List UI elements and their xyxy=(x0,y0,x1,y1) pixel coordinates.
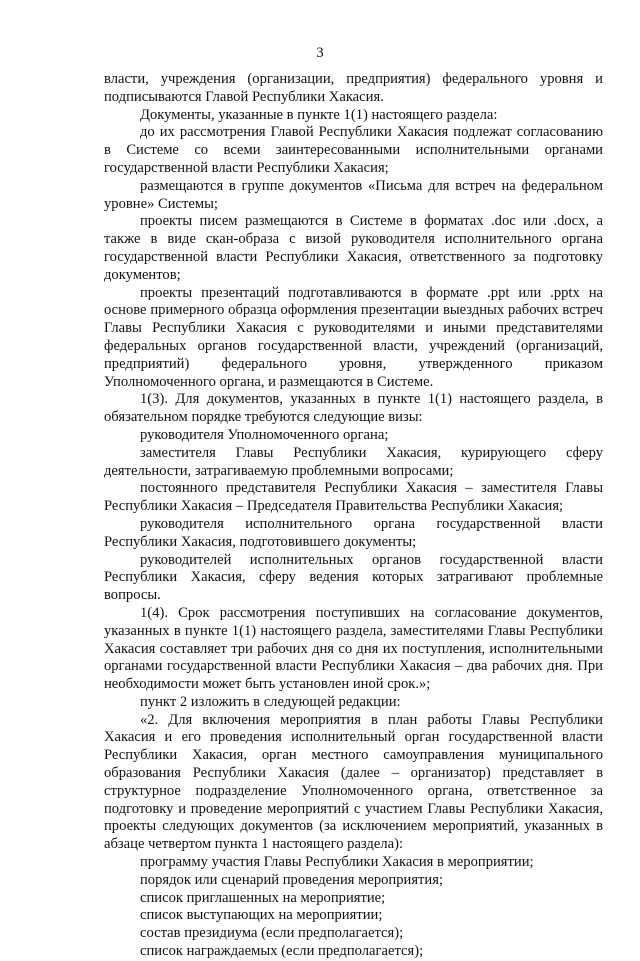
paragraph: программу участия Главы Республики Хакасия в мероприятии; xyxy=(140,854,534,871)
paragraph: проекты писем размещаются в Системе в форматах .doc или .docx, а также в виде скан-образа с визой руководителя исполнительного органа государственной власти Республики Хакасия, ответственного за подготовку документов; xyxy=(104,213,603,283)
paragraph: руководителя исполнительного органа государственной власти Республики Хакасия, подготовившего документы; xyxy=(104,515,603,550)
paragraph: список выступающих на мероприятии; xyxy=(140,907,383,924)
paragraph: власти, учреждения (организации, предприятия) федерального уровня и подписываются Главой Республики Хакасия. xyxy=(104,71,603,105)
page-number: 3 xyxy=(316,45,324,61)
paragraph: список приглашенных на мероприятие; xyxy=(140,889,386,906)
paragraph: пункт 2 изложить в следующей редакции: xyxy=(140,693,401,710)
paragraph: проекты презентаций подготавливаются в формате .ppt или .pptx на основе примерного образца оформления презентации выездных рабочих встреч Главы Республики Хакасия с руководителями и иными представителями федеральных органов государственной власти, учреждений (организаций, предприятий) федерального уровня, утвержденного приказом Уполномоченного органа, и размещаются в Системе. xyxy=(104,284,603,390)
paragraph: состав президиума (если предполагается); xyxy=(140,925,404,942)
paragraph: список награждаемых (если предполагается); xyxy=(140,943,424,960)
paragraph: заместителя Главы Республики Хакасия, курирующего сферу деятельности, затрагиваемую проблемными вопросами; xyxy=(104,444,603,479)
paragraph: Документы, указанные в пункте 1(1) настоящего раздела: xyxy=(140,106,498,123)
document-body xyxy=(104,71,603,961)
paragraph: 1(3). Для документов, указанных в пункте 1(1) настоящего раздела, в обязательном порядке требуются следующие визы: xyxy=(104,391,603,426)
paragraph: до их рассмотрения Главой Республики Хакасия подлежат согласованию в Системе со всеми заинтересованными исполнительными органами государственной власти Республики Хакасия; xyxy=(104,124,603,176)
paragraph: руководителя Уполномоченного органа; xyxy=(140,426,389,443)
paragraph: размещаются в группе документов «Письма для встреч на федеральном уровне» Системы; xyxy=(104,177,603,212)
paragraph: «2. Для включения мероприятия в план работы Главы Республики Хакасия и его проведения исполнительный орган государственной власти Республики Хакасия, орган местного самоуправления муниципального образования Республики Хакасия (далее – организатор) представляет в структурное подразделение Уполномоченного органа, ответственное за подготовку и проведение мероприятий с участием Главы Республики Хакасия, проекты следующих документов (за исключением мероприятий, указанных в абзаце четвертом пункта 1 настоящего раздела): xyxy=(104,711,603,853)
paragraph: постоянного представителя Республики Хакасия – заместителя Главы Республики Хакасия – Председателя Правительства Республики Хакасия; xyxy=(104,480,603,515)
paragraph: руководителей исполнительных органов государственной власти Республики Хакасия, сферу ведения которых затрагивают проблемные вопросы. xyxy=(104,551,603,604)
paragraph: порядок или сценарий проведения мероприятия; xyxy=(140,871,444,888)
paragraph: 1(4). Срок рассмотрения поступивших на согласование документов, указанных в пункте 1(1) настоящего раздела, заместителями Главы Республики Хакасия составляет три рабочих дня со дня их поступления, исполнительными органами государственной власти Республики Хакасия – два рабочих дня. При необходимости может быть установлен иной срок.»; xyxy=(104,604,603,693)
